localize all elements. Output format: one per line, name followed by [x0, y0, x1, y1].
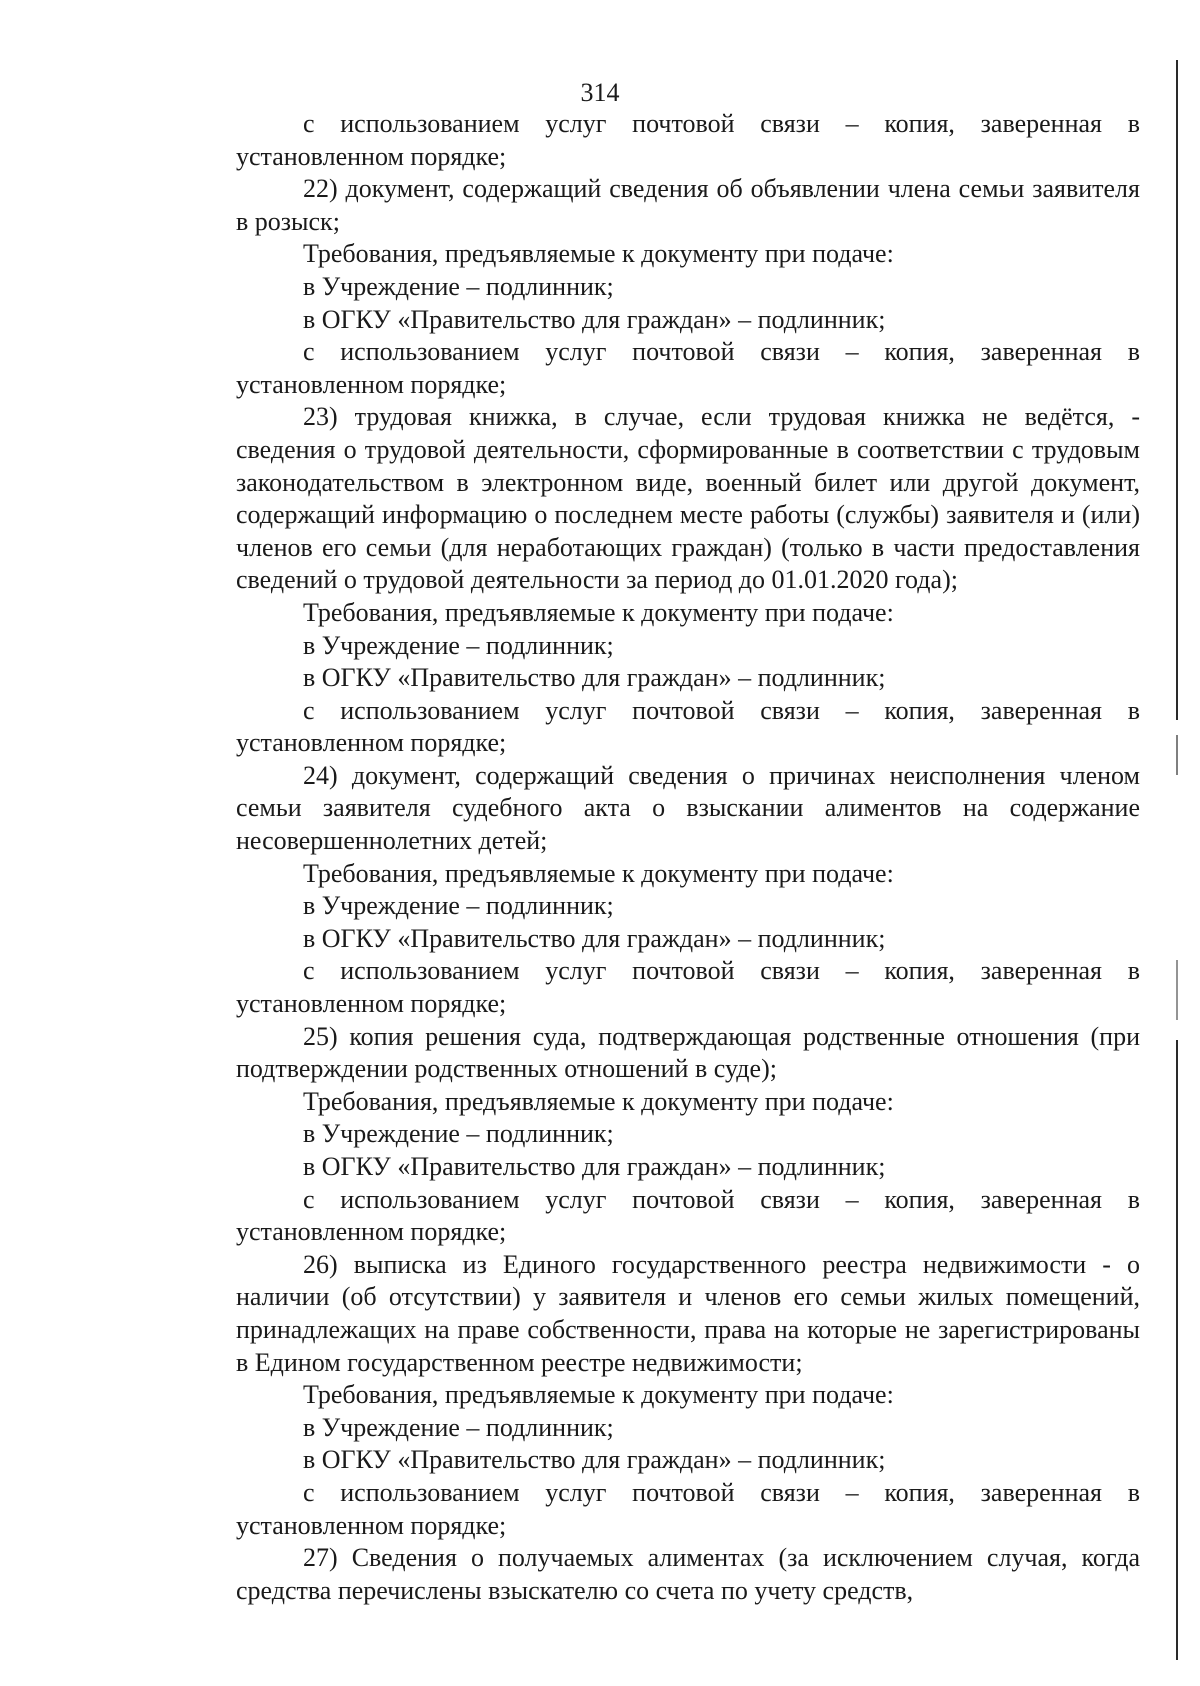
paragraph: в Учреждение – подлинник;	[303, 1412, 614, 1442]
paragraph: Требования, предъявляемые к документу при подаче:	[303, 239, 894, 269]
paragraph: 25) копия решения суда, подтверждающая родственные отношения (при подтверждении родственных отношений в суде);	[236, 1021, 1140, 1084]
paragraph: в Учреждение – подлинник;	[303, 630, 614, 660]
paragraph: 27) Сведения о получаемых алиментах (за исключением случая, когда средства перечислены взыскателю со счета по учету средств,	[236, 1543, 1140, 1605]
paragraph: Требования, предъявляемые к документу при подаче:	[303, 597, 894, 627]
paragraph: 26) выписка из Единого государственного реестра недвижимости - о наличии (об отсутствии) у заявителя и членов его семьи жилых помещений, принадлежащих на праве собственности, права на которые не зарегистрированы в Едином государственном реестре недвижимости;	[236, 1249, 1140, 1377]
paragraph: в Учреждение – подлинник;	[303, 271, 614, 301]
paragraph: в Учреждение – подлинник;	[303, 891, 614, 921]
paragraph: с использованием услуг почтовой связи – копия, заверенная в установленном порядке;	[236, 109, 1140, 171]
paragraph: в ОГКУ «Правительство для граждан» – подлинник;	[303, 663, 886, 693]
scan-edge-line	[1176, 1040, 1178, 1660]
paragraph: в ОГКУ «Правительство для граждан» – подлинник;	[303, 1445, 886, 1475]
paragraph: 24) документ, содержащий сведения о причинах неисполнения членом семьи заявителя судебного акта о взыскании алиментов на содержание несовершеннолетних детей;	[236, 760, 1140, 856]
paragraph: 23) трудовая книжка, в случае, если трудовая книжка не ведётся, - сведения о трудовой деятельности, сформированные в соответствии с трудовым законодательством в электронном виде, военный билет или другой документ, содержащий информацию о последнем месте работы (службы) заявителя и (или) членов его семьи (для неработающих граждан) (только в части предоставления сведений о трудовой деятельности за период до 01.01.2020 года);	[236, 402, 1140, 595]
paragraph: в ОГКУ «Правительство для граждан» – подлинник;	[303, 923, 886, 953]
paragraph: Требования, предъявляемые к документу при подаче:	[303, 1086, 894, 1116]
paragraph: с использованием услуг почтовой связи – копия, заверенная в установленном порядке;	[236, 695, 1140, 758]
paragraph: в ОГКУ «Правительство для граждан» – подлинник;	[303, 304, 886, 334]
scan-edge-line	[1176, 960, 1178, 1020]
paragraph: в ОГКУ «Правительство для граждан» – подлинник;	[303, 1152, 886, 1181]
paragraph: с использованием услуг почтовой связи – копия, заверенная в установленном порядке;	[236, 1184, 1140, 1247]
page-number: 314	[580, 78, 620, 107]
paragraph: 22) документ, содержащий сведения об объявлении члена семьи заявителя в розыск;	[236, 174, 1140, 236]
paragraph: с использованием услуг почтовой связи – копия, заверенная в установленном порядке;	[236, 337, 1140, 399]
scan-edge-line	[1176, 60, 1178, 720]
scan-edge-line	[1176, 735, 1178, 775]
paragraph: Требования, предъявляемые к документу при подаче:	[303, 858, 894, 888]
document-body	[236, 108, 1140, 1607]
paragraph: с использованием услуг почтовой связи – копия, заверенная в установленном порядке;	[236, 1477, 1140, 1540]
paragraph: в Учреждение – подлинник;	[303, 1119, 614, 1149]
paragraph: с использованием услуг почтовой связи – копия, заверенная в установленном порядке;	[236, 956, 1140, 1019]
paragraph: Требования, предъявляемые к документу при подаче:	[303, 1380, 894, 1410]
